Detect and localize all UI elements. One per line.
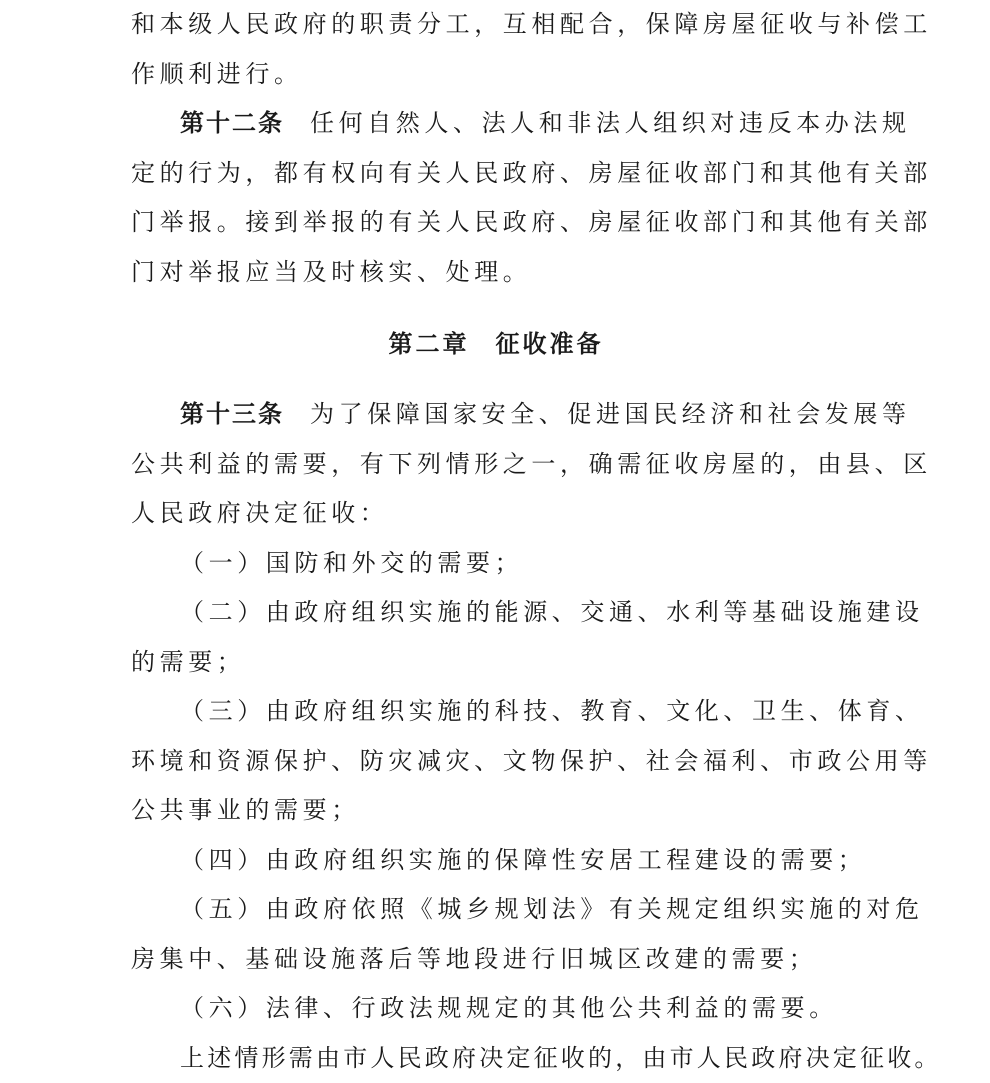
list-item-3-cont: 公共事业的需要； — [131, 786, 861, 836]
article-12-first-line — [131, 99, 861, 149]
list-item-3-cont: 环境和资源保护、防灾减灾、文物保护、社会福利、市政公用等 — [131, 737, 861, 787]
document-page — [131, 0, 861, 1083]
text-line: 作顺利进行。 — [131, 50, 861, 100]
article-13-first-line — [131, 390, 861, 440]
text-line: 门举报。接到举报的有关人民政府、房屋征收部门和其他有关部 — [131, 198, 861, 248]
list-item-3: （三）由政府组织实施的科技、教育、文化、卫生、体育、 — [131, 687, 861, 737]
list-item-2: （二）由政府组织实施的能源、交通、水利等基础设施建设 — [131, 588, 861, 638]
text-segment: 任何自然人、法人和非法人组织对违反本办法规 — [310, 109, 911, 137]
list-item-4: （四）由政府组织实施的保障性安居工程建设的需要； — [131, 836, 861, 886]
list-item-6: （六）法律、行政法规规定的其他公共利益的需要。 — [131, 984, 861, 1034]
list-item-2-cont: 的需要； — [131, 638, 861, 688]
article-12-heading: 第十二条 — [180, 109, 284, 137]
article-12 — [131, 99, 861, 297]
text-segment: 为了保障国家安全、促进国民经济和社会发展等 — [310, 400, 911, 428]
text-line: 门对举报应当及时核实、处理。 — [131, 248, 861, 298]
list-item-5-cont: 房集中、基础设施落后等地段进行旧城区改建的需要； — [131, 935, 861, 985]
article-13 — [131, 390, 861, 1083]
article-11-continuation — [131, 0, 861, 99]
chapter-number: 第二章 — [389, 330, 470, 358]
text-line: 定的行为，都有权向有关人民政府、房屋征收部门和其他有关部 — [131, 149, 861, 199]
text-line: 人民政府决定征收： — [131, 489, 861, 539]
chapter-heading — [131, 320, 861, 368]
text-line: 和本级人民政府的职责分工，互相配合，保障房屋征收与补偿工 — [131, 0, 861, 50]
text-line: 公共利益的需要，有下列情形之一，确需征收房屋的，由县、区 — [131, 440, 861, 490]
article-13-heading: 第十三条 — [180, 400, 284, 428]
list-item-5: （五）由政府依照《城乡规划法》有关规定组织实施的对危 — [131, 885, 861, 935]
closing-paragraph: 上述情形需由市人民政府决定征收的，由市人民政府决定征收。 — [131, 1034, 861, 1083]
list-item-1: （一）国防和外交的需要； — [131, 539, 861, 589]
chapter-title: 征收准备 — [496, 330, 604, 358]
